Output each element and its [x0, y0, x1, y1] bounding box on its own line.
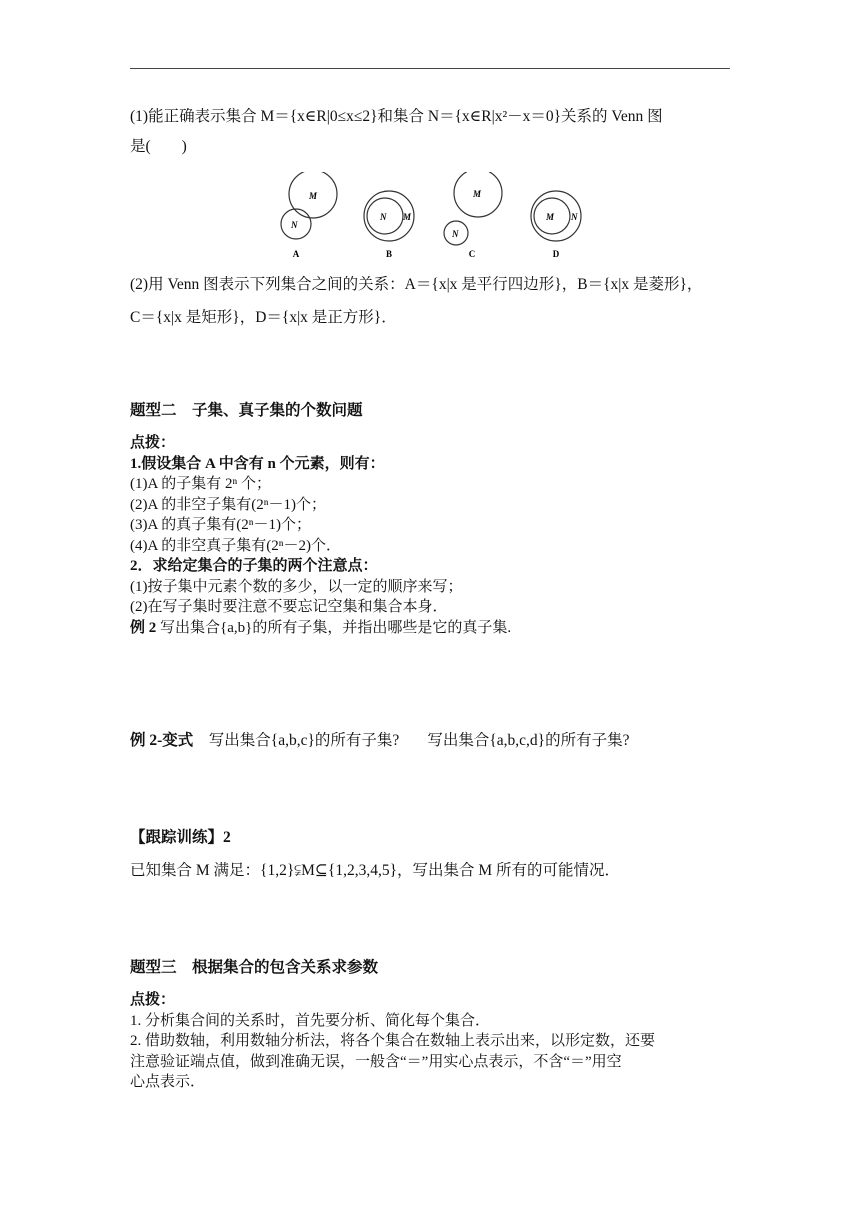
section-2-tip-1-item: (3)A 的真子集有(2ⁿ－1)个； — [130, 517, 311, 533]
example-2-variant — [130, 730, 730, 752]
practice-question: 已知集合 M 满足：{1,2}⫋M⊆{1,2,3,4,5}，写出集合 M 所有的可能情况． — [130, 862, 621, 879]
section-3-tip-label: 点拨： — [130, 992, 176, 1008]
venn-d-label-n: N — [571, 212, 578, 222]
practice-title: 【跟踪训练】2 — [130, 829, 231, 846]
example-2 — [130, 618, 730, 639]
section-2-tip-2-head: 2．求给定集合的子集的两个注意点： — [130, 558, 378, 574]
section-3-tip-line: 心点表示． — [130, 1074, 206, 1090]
venn-option-a — [281, 172, 337, 239]
question-1-line-2: 是( ) — [130, 138, 187, 155]
header-rule — [130, 68, 730, 69]
section-3-tip-line: 注意验证端点值，做到准确无误，一般含“＝”用实心点表示，不含“＝”用空 — [130, 1053, 622, 1070]
venn-c-caption: C — [468, 249, 476, 259]
venn-b-caption: B — [385, 249, 393, 259]
venn-c-label-n: N — [452, 229, 459, 239]
section-2-tip-1-item: (1)A 的子集有 2ⁿ 个； — [130, 476, 271, 492]
section-2-tip-2-item: (1)按子集中元素个数的多少，以一定的顺序来写； — [130, 578, 463, 595]
section-3-tips — [130, 990, 730, 1093]
section-2-tip-1-head: 1.假设集合 A 中含有 n 个元素，则有： — [130, 455, 385, 472]
section-2-tip-2-item: (2)在写子集时要注意不要忘记空集和集合本身． — [130, 599, 448, 615]
venn-b-label-m: M — [403, 212, 412, 222]
venn-d-label-m: M — [546, 212, 555, 222]
section-2-tips — [130, 433, 730, 638]
section-2-tip-1-item: (4)A 的非空真子集有(2ⁿ－2)个． — [130, 537, 341, 554]
venn-d-caption: D — [552, 249, 560, 259]
example-2-text: 写出集合{a,b}的所有子集，并指出哪些是它的真子集. — [156, 619, 512, 636]
example-2-label: 例 2 — [130, 619, 157, 636]
section-3-tip-line: 2. 借助数轴，利用数轴分析法，将各个集合在数轴上表示出来，以形定数，还要 — [130, 1033, 656, 1049]
venn-diagram-options — [272, 172, 592, 264]
section-3-tip-line: 1. 分析集合间的关系时，首先要分析、简化每个集合． — [130, 1012, 491, 1029]
venn-c-label-m: M — [473, 189, 482, 199]
question-1-line-1: (1)能正确表示集合 M＝{x∈R|0≤x≤2}和集合 N＝{x∈R|x²－x＝0}关系的 Venn 图 — [130, 108, 663, 125]
question-1 — [130, 102, 730, 162]
question-2 — [130, 268, 730, 334]
question-2-line-2: C＝{x|x 是矩形}，D＝{x|x 是正方形}． — [130, 309, 397, 326]
section-2-tip-label: 点拨： — [130, 435, 176, 451]
example-2-variant-q2: 写出集合{a,b,c,d}的所有子集? — [427, 732, 630, 749]
section-3-title: 题型三 根据集合的包含关系求参数 — [130, 959, 379, 976]
venn-a-label-m: M — [309, 191, 318, 201]
example-2-variant-label: 例 2-变式 — [130, 732, 194, 749]
question-2-line-1: (2)用 Venn 图表示下列集合之间的关系：A＝{x|x 是平行四边形}，B＝{x|x 是菱形}， — [130, 276, 703, 293]
venn-b-label-n: N — [380, 212, 387, 222]
example-2-variant-q1: 写出集合{a,b,c}的所有子集? — [193, 732, 400, 749]
section-2-title: 题型二 子集、真子集的个数问题 — [130, 402, 363, 419]
venn-a-caption: A — [292, 249, 300, 259]
venn-a-label-n: N — [291, 220, 298, 230]
section-2-tip-1-item: (2)A 的非空子集有(2ⁿ－1)个； — [130, 496, 326, 513]
